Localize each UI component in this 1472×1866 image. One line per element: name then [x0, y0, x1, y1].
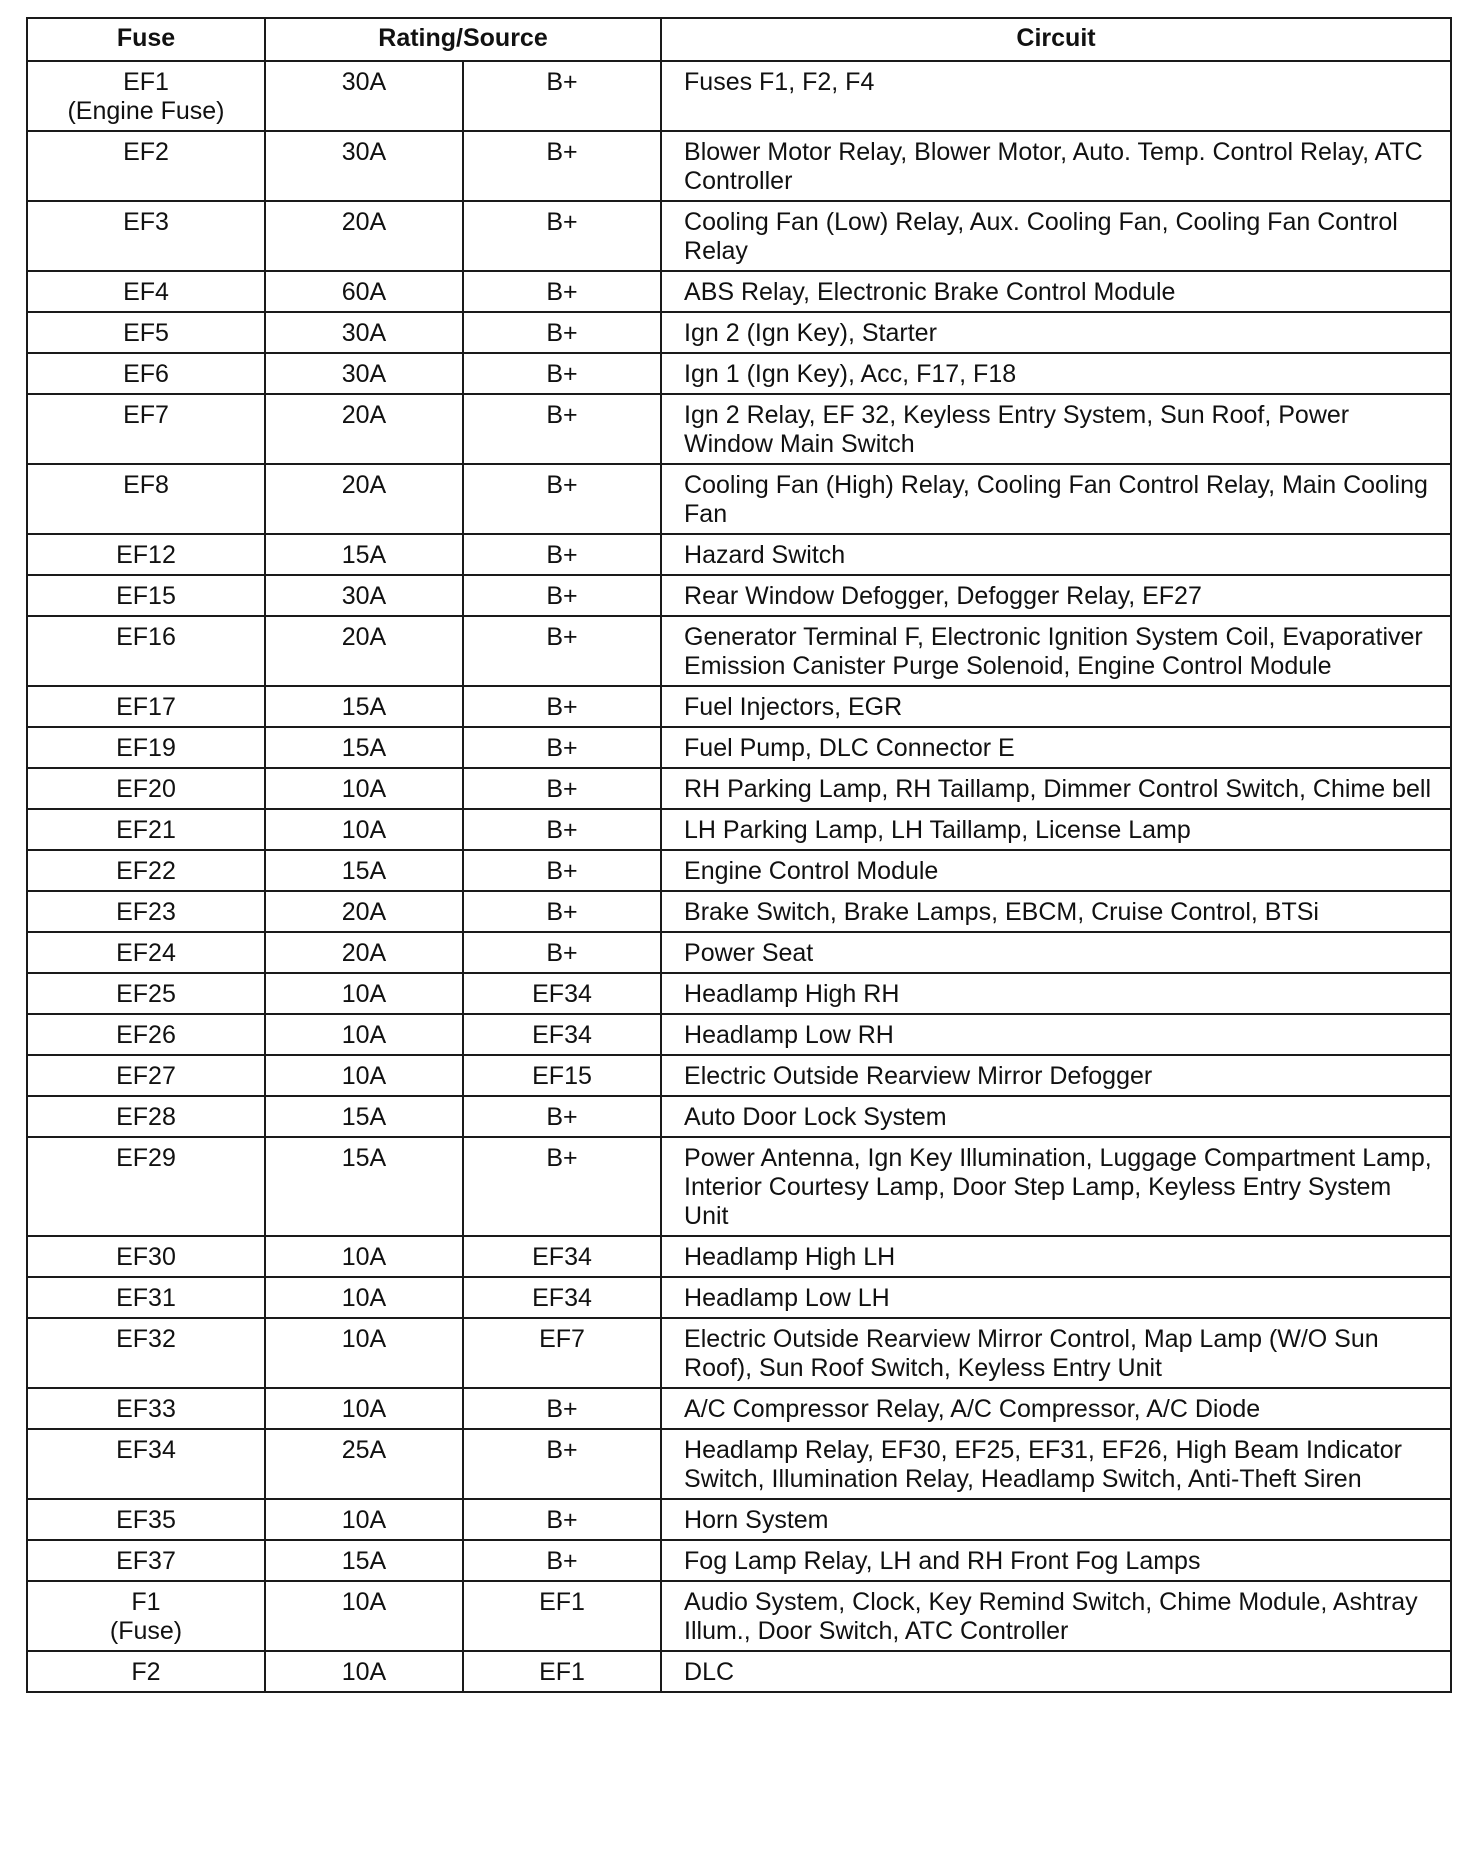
circuit-cell: LH Parking Lamp, LH Taillamp, License Lamp	[661, 809, 1451, 850]
table-header	[27, 18, 1451, 61]
table-row	[27, 271, 1451, 312]
source-cell: B+	[463, 464, 661, 534]
source-cell: B+	[463, 353, 661, 394]
fuse-cell	[27, 201, 265, 271]
rating-cell: 10A	[265, 973, 463, 1014]
circuit-cell: Ign 1 (Ign Key), Acc, F17, F18	[661, 353, 1451, 394]
source-cell: EF1	[463, 1651, 661, 1692]
fuse-id: EF23	[116, 898, 176, 926]
circuit-cell: Hazard Switch	[661, 534, 1451, 575]
rating-cell: 15A	[265, 534, 463, 575]
source-cell: B+	[463, 201, 661, 271]
table-row	[27, 61, 1451, 131]
fuse-id: EF33	[116, 1395, 176, 1423]
rating-cell: 10A	[265, 1581, 463, 1651]
fuse-note: (Fuse)	[109, 1617, 183, 1645]
fuse-cell	[27, 1277, 265, 1318]
fuse-cell	[27, 271, 265, 312]
fuse-note: (Engine Fuse)	[67, 97, 225, 125]
table-row	[27, 1499, 1451, 1540]
fuse-id: EF25	[116, 980, 176, 1008]
source-cell: B+	[463, 727, 661, 768]
table-row	[27, 1318, 1451, 1388]
circuit-cell: Electric Outside Rearview Mirror Defogger	[661, 1055, 1451, 1096]
source-cell: B+	[463, 932, 661, 973]
circuit-cell: Cooling Fan (High) Relay, Cooling Fan Control Relay, Main Cooling Fan	[661, 464, 1451, 534]
fuse-cell	[27, 809, 265, 850]
fuse-cell	[27, 1318, 265, 1388]
fuse-id: EF15	[116, 582, 176, 610]
circuit-cell: Rear Window Defogger, Defogger Relay, EF27	[661, 575, 1451, 616]
source-cell: EF34	[463, 973, 661, 1014]
fuse-cell	[27, 1055, 265, 1096]
table-row	[27, 616, 1451, 686]
circuit-cell: Headlamp Low LH	[661, 1277, 1451, 1318]
table-row	[27, 131, 1451, 201]
rating-cell: 10A	[265, 1236, 463, 1277]
fuse-id: EF1	[123, 68, 169, 96]
fuse-cell	[27, 1137, 265, 1236]
circuit-cell: DLC	[661, 1651, 1451, 1692]
table-row	[27, 1651, 1451, 1692]
table-body	[27, 61, 1451, 1692]
header-rating-source: Rating/Source	[265, 18, 661, 61]
fuse-cell	[27, 1651, 265, 1692]
fuse-cell	[27, 1388, 265, 1429]
fuse-cell	[27, 464, 265, 534]
circuit-cell: Headlamp High LH	[661, 1236, 1451, 1277]
fuse-cell	[27, 768, 265, 809]
fuse-id: EF34	[116, 1436, 176, 1464]
rating-cell: 15A	[265, 727, 463, 768]
source-cell: EF1	[463, 1581, 661, 1651]
fuse-id: EF16	[116, 623, 176, 651]
source-cell: B+	[463, 686, 661, 727]
circuit-cell: Ign 2 (Ign Key), Starter	[661, 312, 1451, 353]
source-cell: B+	[463, 394, 661, 464]
fuse-id: EF37	[116, 1547, 176, 1575]
rating-cell: 15A	[265, 1540, 463, 1581]
rating-cell: 15A	[265, 686, 463, 727]
table-row	[27, 464, 1451, 534]
rating-cell: 10A	[265, 1651, 463, 1692]
fuse-cell	[27, 575, 265, 616]
circuit-cell: Fuel Injectors, EGR	[661, 686, 1451, 727]
fuse-cell	[27, 394, 265, 464]
source-cell: B+	[463, 1499, 661, 1540]
rating-cell: 30A	[265, 131, 463, 201]
source-cell: B+	[463, 768, 661, 809]
fuse-id: EF30	[116, 1243, 176, 1271]
fuse-id: EF24	[116, 939, 176, 967]
rating-cell: 10A	[265, 809, 463, 850]
table-row	[27, 312, 1451, 353]
circuit-cell: Power Antenna, Ign Key Illumination, Luggage Compartment Lamp, Interior Courtesy Lamp, Door Step Lamp, Keyless Entry System Unit	[661, 1137, 1451, 1236]
circuit-cell: Ign 2 Relay, EF 32, Keyless Entry System, Sun Roof, Power Window Main Switch	[661, 394, 1451, 464]
fuse-id: EF22	[116, 857, 176, 885]
fuse-table	[26, 17, 1452, 1693]
table-row	[27, 1429, 1451, 1499]
table-row	[27, 1388, 1451, 1429]
source-cell: EF34	[463, 1014, 661, 1055]
fuse-id: EF31	[116, 1284, 176, 1312]
fuse-id: EF3	[123, 208, 169, 236]
fuse-id: EF28	[116, 1103, 176, 1131]
rating-cell: 30A	[265, 575, 463, 616]
source-cell: EF34	[463, 1236, 661, 1277]
fuse-cell	[27, 850, 265, 891]
table-row	[27, 534, 1451, 575]
fuse-cell	[27, 616, 265, 686]
rating-cell: 10A	[265, 1499, 463, 1540]
table-row	[27, 768, 1451, 809]
fuse-cell	[27, 1499, 265, 1540]
fuse-cell	[27, 61, 265, 131]
header-row	[27, 18, 1451, 61]
circuit-cell: Auto Door Lock System	[661, 1096, 1451, 1137]
table-row	[27, 1096, 1451, 1137]
rating-cell: 15A	[265, 850, 463, 891]
table-row	[27, 1137, 1451, 1236]
fuse-id: EF26	[116, 1021, 176, 1049]
fuse-cell	[27, 973, 265, 1014]
source-cell: B+	[463, 271, 661, 312]
fuse-id: EF20	[116, 775, 176, 803]
circuit-cell: Power Seat	[661, 932, 1451, 973]
circuit-cell: Blower Motor Relay, Blower Motor, Auto. Temp. Control Relay, ATC Controller	[661, 131, 1451, 201]
source-cell: B+	[463, 312, 661, 353]
table-row	[27, 201, 1451, 271]
rating-cell: 25A	[265, 1429, 463, 1499]
fuse-id: EF29	[116, 1144, 176, 1172]
fuse-id: EF35	[116, 1506, 176, 1534]
fuse-cell	[27, 1014, 265, 1055]
table-row	[27, 1277, 1451, 1318]
header-circuit: Circuit	[661, 18, 1451, 61]
rating-cell: 30A	[265, 312, 463, 353]
rating-cell: 10A	[265, 1388, 463, 1429]
circuit-cell: Electric Outside Rearview Mirror Control, Map Lamp (W/O Sun Roof), Sun Roof Switch, Keyless Entry Unit	[661, 1318, 1451, 1388]
table-row	[27, 1236, 1451, 1277]
fuse-cell	[27, 932, 265, 973]
circuit-cell: Brake Switch, Brake Lamps, EBCM, Cruise Control, BTSi	[661, 891, 1451, 932]
table-row	[27, 394, 1451, 464]
table-row	[27, 353, 1451, 394]
fuse-cell	[27, 727, 265, 768]
fuse-cell	[27, 353, 265, 394]
rating-cell: 10A	[265, 1055, 463, 1096]
rating-cell: 20A	[265, 464, 463, 534]
rating-cell: 20A	[265, 394, 463, 464]
fuse-cell	[27, 131, 265, 201]
fuse-cell	[27, 1236, 265, 1277]
rating-cell: 10A	[265, 1014, 463, 1055]
circuit-cell: RH Parking Lamp, RH Taillamp, Dimmer Control Switch, Chime bell	[661, 768, 1451, 809]
fuse-id: EF27	[116, 1062, 176, 1090]
table-row	[27, 891, 1451, 932]
rating-cell: 10A	[265, 1277, 463, 1318]
source-cell: B+	[463, 850, 661, 891]
source-cell: B+	[463, 534, 661, 575]
circuit-cell: ABS Relay, Electronic Brake Control Module	[661, 271, 1451, 312]
source-cell: B+	[463, 575, 661, 616]
fuse-id: EF17	[116, 693, 176, 721]
table-row	[27, 1055, 1451, 1096]
fuse-id: EF21	[116, 816, 176, 844]
fuse-id: EF32	[116, 1325, 176, 1353]
fuse-id: F1	[131, 1588, 161, 1616]
circuit-cell: Fuel Pump, DLC Connector E	[661, 727, 1451, 768]
fuse-id: EF19	[116, 734, 176, 762]
fuse-id: EF6	[123, 360, 169, 388]
fuse-id: EF4	[123, 278, 169, 306]
table-row	[27, 850, 1451, 891]
circuit-cell: Headlamp Low RH	[661, 1014, 1451, 1055]
source-cell: EF34	[463, 1277, 661, 1318]
fuse-cell	[27, 534, 265, 575]
header-fuse: Fuse	[27, 18, 265, 61]
circuit-cell: Fog Lamp Relay, LH and RH Front Fog Lamps	[661, 1540, 1451, 1581]
circuit-cell: Cooling Fan (Low) Relay, Aux. Cooling Fan, Cooling Fan Control Relay	[661, 201, 1451, 271]
circuit-cell: A/C Compressor Relay, A/C Compressor, A/C Diode	[661, 1388, 1451, 1429]
rating-cell: 60A	[265, 271, 463, 312]
source-cell: B+	[463, 1540, 661, 1581]
rating-cell: 30A	[265, 353, 463, 394]
rating-cell: 20A	[265, 932, 463, 973]
fuse-cell	[27, 1581, 265, 1651]
fuse-cell	[27, 891, 265, 932]
rating-cell: 10A	[265, 768, 463, 809]
source-cell: B+	[463, 1388, 661, 1429]
source-cell: EF15	[463, 1055, 661, 1096]
source-cell: B+	[463, 131, 661, 201]
rating-cell: 10A	[265, 1318, 463, 1388]
source-cell: B+	[463, 891, 661, 932]
fuse-id: EF8	[123, 471, 169, 499]
fuse-cell	[27, 686, 265, 727]
table-row	[27, 686, 1451, 727]
table-row	[27, 1014, 1451, 1055]
table-row	[27, 727, 1451, 768]
circuit-cell: Headlamp High RH	[661, 973, 1451, 1014]
circuit-cell: Generator Terminal F, Electronic Ignition System Coil, Evaporativer Emission Canister Purge Solenoid, Engine Control Module	[661, 616, 1451, 686]
rating-cell: 20A	[265, 201, 463, 271]
rating-cell: 20A	[265, 891, 463, 932]
fuse-id: EF12	[116, 541, 176, 569]
fuse-id: EF2	[123, 138, 169, 166]
rating-cell: 20A	[265, 616, 463, 686]
source-cell: EF7	[463, 1318, 661, 1388]
source-cell: B+	[463, 1137, 661, 1236]
fuse-id: EF5	[123, 319, 169, 347]
fuse-id: F2	[131, 1658, 161, 1686]
source-cell: B+	[463, 1096, 661, 1137]
rating-cell: 30A	[265, 61, 463, 131]
circuit-cell: Audio System, Clock, Key Remind Switch, Chime Module, Ashtray Illum., Door Switch, ATC Controller	[661, 1581, 1451, 1651]
circuit-cell: Horn System	[661, 1499, 1451, 1540]
table-row	[27, 932, 1451, 973]
fuse-cell	[27, 1429, 265, 1499]
fuse-cell	[27, 1540, 265, 1581]
fuse-id: EF7	[123, 401, 169, 429]
table-row	[27, 809, 1451, 850]
table-row	[27, 575, 1451, 616]
rating-cell: 15A	[265, 1096, 463, 1137]
rating-cell: 15A	[265, 1137, 463, 1236]
circuit-cell: Engine Control Module	[661, 850, 1451, 891]
table-row	[27, 973, 1451, 1014]
source-cell: B+	[463, 1429, 661, 1499]
source-cell: B+	[463, 61, 661, 131]
circuit-cell: Fuses F1, F2, F4	[661, 61, 1451, 131]
fuse-cell	[27, 1096, 265, 1137]
table-row	[27, 1581, 1451, 1651]
source-cell: B+	[463, 809, 661, 850]
source-cell: B+	[463, 616, 661, 686]
fuse-cell	[27, 312, 265, 353]
circuit-cell: Headlamp Relay, EF30, EF25, EF31, EF26, High Beam Indicator Switch, Illumination Relay, Headlamp Switch, Anti-Theft Siren	[661, 1429, 1451, 1499]
table-row	[27, 1540, 1451, 1581]
